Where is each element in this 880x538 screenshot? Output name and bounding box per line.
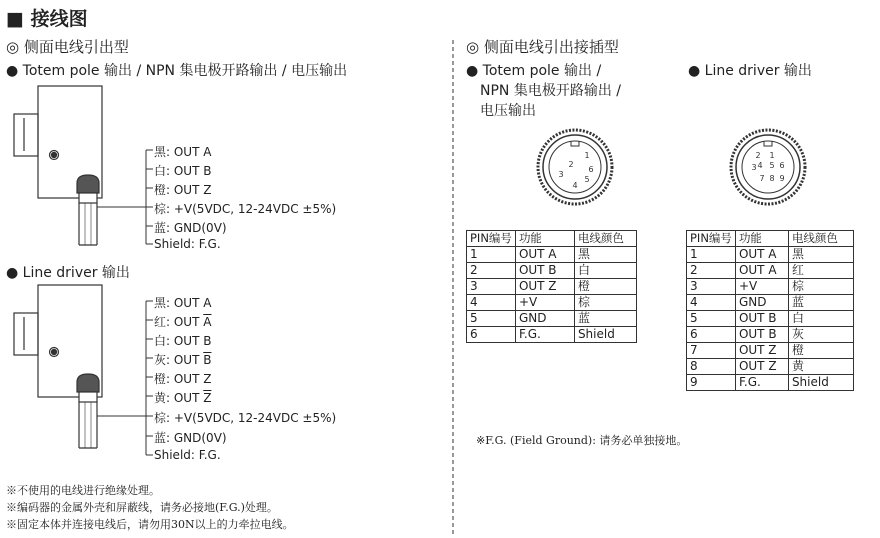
wire-label: 红: OUT $\overline{A}$	[154, 315, 212, 329]
table-row	[687, 263, 854, 279]
page-title: ■ 接线图	[6, 8, 88, 30]
pin-number: 1	[467, 247, 516, 263]
connector-pin-5: 5	[584, 175, 590, 184]
table-row	[687, 359, 854, 375]
wire-label: 橙: OUT Z	[154, 372, 212, 386]
wire-color: 蓝	[788, 295, 853, 311]
wire-label: 白: OUT B	[154, 334, 212, 348]
section-side-cable: ◎ 侧面电线引出型	[6, 38, 129, 56]
wire-color: 蓝	[574, 311, 636, 327]
connector-pin-2: 2	[568, 160, 574, 169]
wire-color: 棕	[574, 295, 636, 311]
table-row	[687, 279, 854, 295]
pin-function: OUT Z	[735, 343, 788, 359]
pin-number: 4	[467, 295, 516, 311]
table-row	[687, 375, 854, 391]
wire-color: 橙	[574, 279, 636, 295]
pin-function: OUT $\overline{A}$	[735, 263, 788, 279]
connector-pin-6: 6	[588, 165, 594, 174]
col-header: PIN编号	[467, 231, 516, 247]
pin-number: 1	[687, 247, 736, 263]
col-header: PIN编号	[687, 231, 736, 247]
heading-totem-connector: 电压输出	[480, 103, 536, 119]
pin-number: 7	[687, 343, 736, 359]
wire-color: 棕	[788, 279, 853, 295]
wire-label: 灰: OUT $\overline{B}$	[154, 353, 212, 367]
pin-function: OUT B	[735, 311, 788, 327]
encoder-drawing-totem	[14, 86, 102, 245]
table-row	[467, 247, 637, 263]
wire-color: 红	[788, 263, 853, 279]
section-side-connector: ◎ 侧面电线引出接插型	[466, 38, 619, 56]
pin-function: OUT $\overline{B}$	[735, 327, 788, 343]
connector-pin-2: 2	[755, 151, 761, 160]
wire-color: 灰	[788, 327, 853, 343]
wire-color: 黑	[788, 247, 853, 263]
connector-pin-6: 6	[779, 161, 785, 170]
col-header: 电线颜色	[574, 231, 636, 247]
pin-function: F.G.	[515, 327, 574, 343]
note-line: ※编码器的金属外壳和屏蔽线，请务必接地(F.G.)处理。	[6, 501, 278, 514]
connector-6pin-labels	[558, 151, 593, 190]
connector-pin-5: 5	[769, 161, 775, 170]
heading-line-connector: ● Line driver 输出	[688, 63, 812, 79]
pin-number: 5	[467, 311, 516, 327]
pin-number: 6	[467, 327, 516, 343]
pin-number: 6	[687, 327, 736, 343]
wire-label: 黑: OUT A	[154, 296, 212, 310]
heading-totem-connector: ● Totem pole 输出 /	[466, 63, 602, 79]
table-row	[467, 311, 637, 327]
wire-bracket-line-driver	[97, 301, 153, 455]
col-header: 电线颜色	[788, 231, 853, 247]
pin-function: OUT $\overline{Z}$	[735, 359, 788, 375]
pin-function: OUT B	[515, 263, 574, 279]
pin-table-totem	[466, 230, 637, 343]
table-row	[467, 263, 637, 279]
col-header: 功能	[735, 231, 788, 247]
wire-label: 橙: OUT Z	[154, 183, 212, 197]
pin-function: OUT A	[515, 247, 574, 263]
connector-9pin-labels	[751, 151, 784, 183]
connector-pin-1: 1	[584, 151, 590, 160]
connector-pin-3: 3	[751, 163, 757, 172]
heading-line-driver: ● Line driver 输出	[6, 265, 130, 281]
wire-label: Shield: F.G.	[154, 448, 221, 462]
connector-pin-9: 9	[779, 174, 785, 183]
pin-number: 5	[687, 311, 736, 327]
connector-pin-4: 4	[572, 181, 578, 190]
pin-number: 4	[687, 295, 736, 311]
pin-function: +V	[515, 295, 574, 311]
wire-bracket-totem	[97, 150, 153, 244]
wire-label: Shield: F.G.	[154, 237, 221, 251]
wire-color: 白	[788, 311, 853, 327]
wire-label: 黄: OUT $\overline{Z}$	[154, 391, 212, 405]
heading-totem-pole: ● Totem pole 输出 / NPN 集电极开路输出 / 电压输出	[6, 63, 348, 79]
table-row	[687, 343, 854, 359]
pin-number: 3	[687, 279, 736, 295]
table-row	[687, 247, 854, 263]
wire-color: 黑	[574, 247, 636, 263]
pin-table-line-driver	[686, 230, 854, 391]
wire-color: 白	[574, 263, 636, 279]
table-row	[687, 327, 854, 343]
connector-pin-3: 3	[558, 170, 564, 179]
connector-9pin	[731, 130, 805, 204]
heading-totem-connector: NPN 集电极开路输出 /	[480, 83, 622, 99]
wire-label: 蓝: GND(0V)	[154, 431, 227, 445]
wire-label: 白: OUT B	[154, 164, 212, 178]
table-row	[687, 295, 854, 311]
fg-note: ※F.G. (Field Ground): 请务必单独接地。	[476, 434, 688, 447]
note-line: ※不使用的电线进行绝缘处理。	[6, 484, 160, 497]
connector-pin-4: 4	[757, 161, 763, 170]
connector-pin-7: 7	[759, 174, 765, 183]
pin-function: OUT Z	[515, 279, 574, 295]
wire-color: 黄	[788, 359, 853, 375]
wire-color: Shield	[788, 375, 853, 391]
pin-number: 8	[687, 359, 736, 375]
connector-pin-1: 1	[769, 151, 775, 160]
wire-label: 蓝: GND(0V)	[154, 221, 227, 235]
pin-function: GND	[735, 295, 788, 311]
wire-color: 橙	[788, 343, 853, 359]
encoder-drawing-line-driver	[14, 285, 102, 448]
table-row	[467, 295, 637, 311]
note-line: ※固定本体并连接电线后，请勿用30N以上的力牵拉电线。	[6, 518, 294, 531]
connector-6pin	[538, 130, 612, 204]
col-header: 功能	[515, 231, 574, 247]
connector-pin-8: 8	[769, 174, 775, 183]
pin-function: GND	[515, 311, 574, 327]
table-row	[467, 327, 637, 343]
pin-function: OUT A	[735, 247, 788, 263]
table-row	[467, 279, 637, 295]
pin-number: 9	[687, 375, 736, 391]
wire-label: 棕: +V(5VDC, 12-24VDC ±5%)	[154, 202, 337, 216]
pin-number: 2	[687, 263, 736, 279]
pin-function: +V	[735, 279, 788, 295]
wire-label: 黑: OUT A	[154, 145, 212, 159]
wire-color: Shield	[574, 327, 636, 343]
pin-number: 2	[467, 263, 516, 279]
pin-number: 3	[467, 279, 516, 295]
pin-function: F.G.	[735, 375, 788, 391]
wire-label: 棕: +V(5VDC, 12-24VDC ±5%)	[154, 411, 337, 425]
table-row	[687, 311, 854, 327]
